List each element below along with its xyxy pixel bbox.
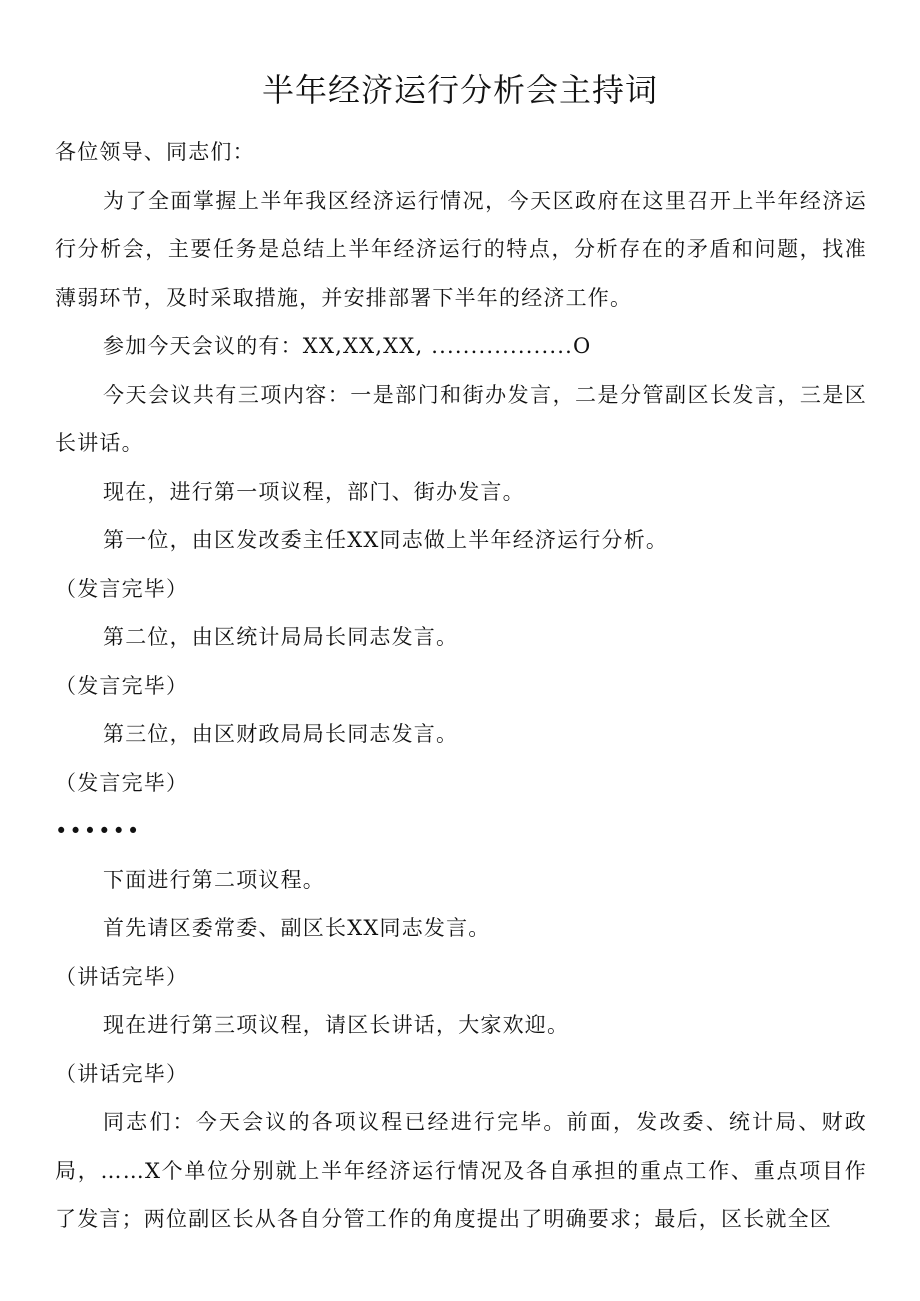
stage-note: （讲话完毕）: [55, 1061, 189, 1086]
stage-note: （发言完毕）: [55, 576, 189, 601]
paragraph-summary: 同志们：今天会议的各项议程已经进行完毕。前面，发改委、统计局、财政局，……X个单位分别就上半年经济运行情况及各自承担的重点工作、重点项目作了发言；两位副区长从各自分管工作的角度提出了明确要求；最后，区长就全区: [55, 1110, 867, 1231]
document-body: [55, 128, 867, 1244]
stage-note: （讲话完毕）: [55, 964, 189, 989]
ellipsis-dots: ••••••: [55, 819, 142, 843]
paragraph-purpose: 为了全面掌握上半年我区经济运行情况，今天区政府在这里召开上半年经济运行分析会，主要任务是总结上半年经济运行的特点，分析存在的矛盾和问题，找准薄弱环节，及时采取措施，并安排部署下半年的经济工作。: [55, 188, 867, 310]
paragraph-speaker-two: 第二位，由区统计局局长同志发言。: [103, 625, 459, 649]
document-title: 半年经济运行分析会主持词: [261, 71, 658, 109]
paragraph-item-three: 现在进行第三项议程，请区长讲话，大家欢迎。: [103, 1013, 570, 1037]
paragraph-deputy-speech: 首先请区委常委、副区长XX同志发言。: [103, 916, 491, 940]
paragraph-speaker-three: 第三位，由区财政局局长同志发言。: [103, 722, 459, 746]
paragraph-agenda: 今天会议共有三项内容：一是部门和街办发言，二是分管副区长发言，三是区长讲话。: [55, 382, 867, 455]
stage-note: （发言完毕）: [55, 673, 189, 698]
paragraph-speaker-one: 第一位，由区发改委主任XX同志做上半年经济运行分析。: [103, 528, 669, 552]
stage-note: （发言完毕）: [55, 770, 189, 795]
paragraph-item-one: 现在，进行第一项议程，部门、街办发言。: [103, 479, 525, 504]
paragraph-attendees: 参加今天会议的有：XX,XX,XX, ..................O: [103, 334, 592, 358]
salutation: 各位领导、同志们：: [55, 140, 255, 164]
paragraph-item-two: 下面进行第二项议程。: [103, 867, 325, 892]
